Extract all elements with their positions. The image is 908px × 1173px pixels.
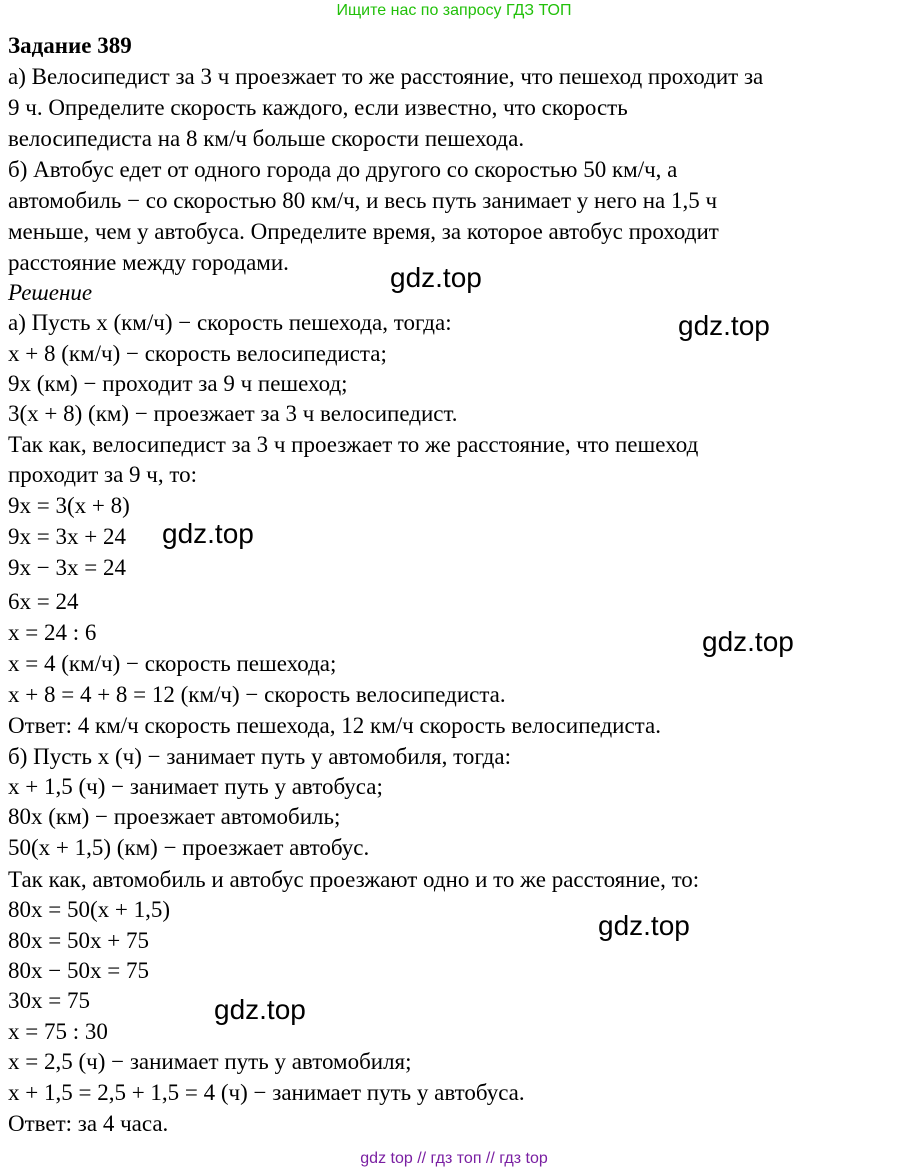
solution-line: а) Пусть x (км/ч) − скорость пешехода, тогда: (8, 310, 452, 335)
solution-line: проходит за 9 ч, то: (8, 462, 198, 487)
equation-line: 9x = 3x + 24 (8, 524, 126, 549)
equation-line: 80x = 50(x + 1,5) (8, 897, 171, 922)
statement-line: расстояние между городами. (8, 250, 289, 275)
statement-line: велосипедиста на 8 км/ч больше скорости пешехода. (8, 126, 525, 151)
solution-line: б) Пусть x (ч) − занимает путь у автомобиля, тогда: (8, 744, 511, 769)
solution-heading: Решение (8, 280, 93, 305)
solution-line: 3(x + 8) (км) − проезжает за 3 ч велосипедист. (8, 401, 458, 426)
watermark: gdz.top (598, 910, 690, 941)
solution-line: 50(x + 1,5) (км) − проезжает автобус. (8, 835, 370, 860)
equation-line: 30x = 75 (8, 988, 90, 1013)
solution-line: 9x (км) − проходит за 9 ч пешеход; (8, 371, 348, 396)
solution-line: Так как, автомобиль и автобус проезжают одно и то же расстояние, то: (8, 867, 700, 892)
watermark: gdz.top (702, 626, 794, 657)
solution-line: x + 8 (км/ч) − скорость велосипедиста; (8, 341, 387, 366)
answer-line: Ответ: 4 км/ч скорость пешехода, 12 км/ч скорость велосипедиста. (8, 713, 661, 738)
watermark: gdz.top (162, 518, 254, 549)
equation-line: x = 24 : 6 (8, 620, 97, 645)
equation-line: 80x − 50x = 75 (8, 958, 149, 983)
equation-line: 80x = 50x + 75 (8, 928, 149, 953)
answer-line: Ответ: за 4 часа. (8, 1111, 169, 1136)
watermark: gdz.top (678, 310, 770, 341)
search-hint-link[interactable]: Ищите нас по запросу ГДЗ ТОП (336, 2, 572, 19)
equation-line: x = 75 : 30 (8, 1019, 108, 1044)
solution-line: x + 8 = 4 + 8 = 12 (км/ч) − скорость велосипедиста. (8, 682, 506, 707)
statement-line: б) Автобус едет от одного города до другого со скоростью 50 км/ч, а (8, 157, 678, 182)
solution-line: x + 1,5 (ч) − занимает путь у автобуса; (8, 774, 383, 799)
statement-line: автомобиль − со скоростью 80 км/ч, и весь путь занимает у него на 1,5 ч (8, 188, 718, 213)
statement-line: а) Велосипедист за 3 ч проезжает то же расстояние, что пешеход проходит за (8, 64, 764, 89)
footer-links[interactable]: gdz top // гдз топ // гдз top (360, 1150, 548, 1167)
solution-line: x = 2,5 (ч) − занимает путь у автомобиля; (8, 1049, 412, 1074)
statement-line: меньше, чем у автобуса. Определите время, за которое автобус проходит (8, 219, 719, 244)
equation-line: 9x − 3x = 24 (8, 555, 126, 580)
equation-line: 6x = 24 (8, 589, 79, 614)
watermark: gdz.top (214, 994, 306, 1025)
solution-line: 80x (км) − проезжает автомобиль; (8, 804, 341, 829)
solution-line: x + 1,5 = 2,5 + 1,5 = 4 (ч) − занимает путь у автобуса. (8, 1080, 525, 1105)
solution-line: Так как, велосипедист за 3 ч проезжает то же расстояние, что пешеход (8, 432, 699, 457)
statement-line: 9 ч. Определите скорость каждого, если известно, что скорость (8, 95, 628, 120)
solution-line: x = 4 (км/ч) − скорость пешехода; (8, 651, 337, 676)
watermark: gdz.top (390, 262, 482, 293)
equation-line: 9x = 3(x + 8) (8, 493, 130, 518)
task-title: Задание 389 (8, 33, 132, 58)
